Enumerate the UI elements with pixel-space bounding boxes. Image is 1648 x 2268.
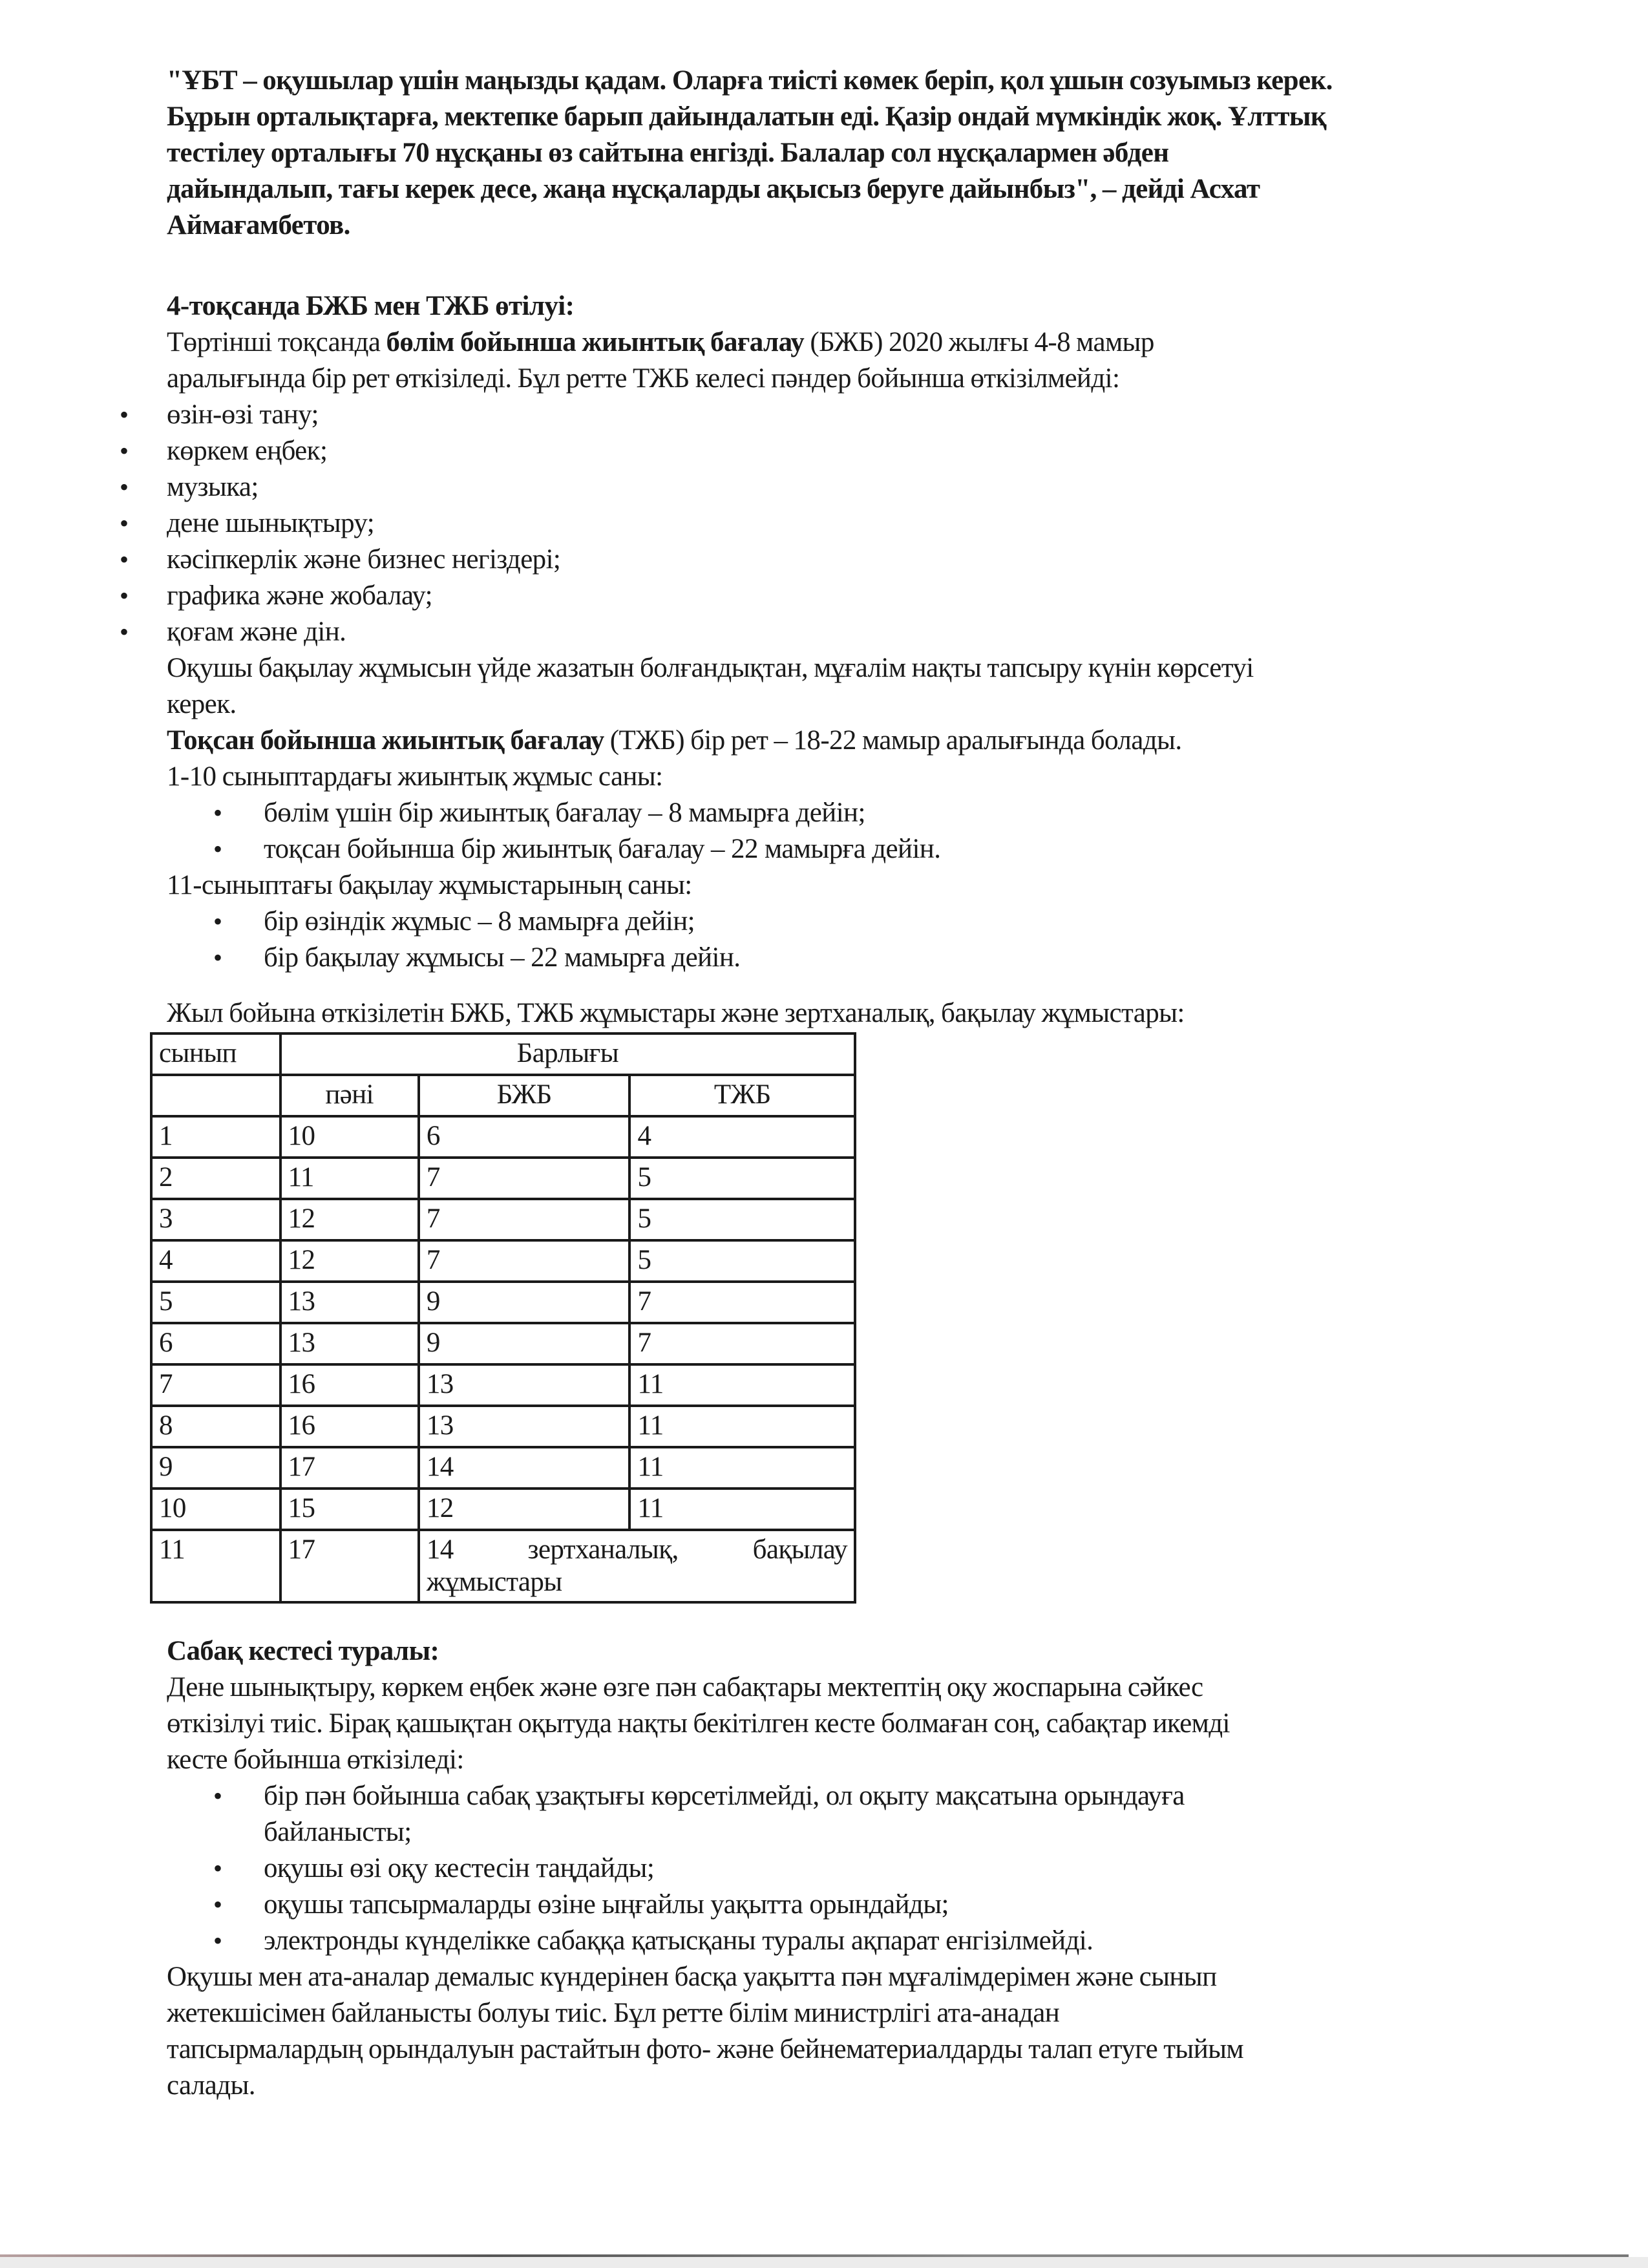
bullet-icon: • [213, 907, 223, 936]
cell-tjb: 7 [629, 1282, 855, 1323]
cell-subjects: 17 [280, 1530, 419, 1602]
cell-bjb: 13 [419, 1406, 630, 1447]
grade-11-label: 11-сыныптағы бақылау жұмыстарының саны: [167, 870, 692, 900]
cell-grade: 5 [151, 1282, 280, 1323]
cell-grade: 2 [151, 1158, 280, 1199]
cell-tjb: 11 [629, 1489, 855, 1530]
bullet-icon: • [213, 798, 223, 827]
cell-tjb: 5 [629, 1199, 855, 1240]
cell-bjb: 7 [419, 1199, 630, 1240]
homework-note-line1: Оқушы бақылау жұмысын үйде жазатын болғандықтан, мұғалім нақты тапсыру күнін көрсетуі [167, 653, 1254, 683]
q4-paragraph-line1 [167, 324, 1530, 361]
cell-subjects: 16 [280, 1406, 419, 1447]
cell-tjb: 11 [629, 1406, 855, 1447]
cell-bjb: 7 [419, 1240, 630, 1282]
intro-line: тестілеу орталығы 70 нұсқаны өз сайтына енгізді. Балалар сол нұсқалармен әбден [167, 138, 1169, 168]
list-item-line: байланысты; [264, 1817, 412, 1847]
intro-line: "ҰБТ – оқушылар үшін маңызды қадам. Оларға тиісті көмек беріп, қол ұшын созуымыз керек. [167, 65, 1333, 96]
paragraph-line: салады. [167, 2070, 255, 2101]
section-heading-q4: 4-тоқсанда БЖБ мен ТЖБ өтілуі: [167, 291, 575, 321]
table-row [151, 1406, 855, 1447]
header-cell-empty [151, 1075, 280, 1116]
scan-bottom-margin [0, 2257, 1648, 2268]
cell-tjb: 4 [629, 1116, 855, 1158]
intro-line: Бұрын орталықтарға, мектепке барып дайындалатын еді. Қазір ондай мүмкіндік жоқ. Ұлттық [167, 101, 1326, 132]
bullet-icon: • [213, 834, 223, 864]
cell-subjects: 12 [280, 1199, 419, 1240]
schedule-paragraph [167, 1669, 1530, 1778]
homework-note-line2: керек. [167, 689, 237, 719]
text-span: Төртінші тоқсанда [167, 327, 386, 357]
table-row [151, 1447, 855, 1489]
cell-tjb: 7 [629, 1323, 855, 1364]
assessment-summary-table [150, 1032, 856, 1604]
cell-tjb: 5 [629, 1158, 855, 1199]
bullet-icon: • [213, 1854, 223, 1883]
list-item: графика және жобалау; [167, 580, 432, 611]
table-row [151, 1489, 855, 1530]
list-item [264, 1778, 1524, 1850]
table-row [151, 1116, 855, 1158]
bold-term: Тоқсан бойынша жиынтық бағалау [167, 725, 604, 756]
table-row [151, 1199, 855, 1240]
list-item: оқушы тапсырмаларды өзіне ыңғайлы уақытта орындайды; [264, 1889, 949, 1920]
list-item: тоқсан бойынша бір жиынтық бағалау – 22 мамырға дейін. [264, 834, 941, 864]
bullet-icon: • [120, 509, 129, 538]
paragraph-line: Дене шынықтыру, көркем еңбек және өзге пән сабақтары мектептің оқу жоспарына сәйкес [167, 1672, 1203, 1702]
list-item: қоғам және дін. [167, 617, 346, 647]
cell-subjects: 12 [280, 1240, 419, 1282]
cell-grade: 4 [151, 1240, 280, 1282]
table-row [151, 1323, 855, 1364]
header-cell-subjects: пәні [280, 1075, 419, 1116]
cell-bjb: 9 [419, 1282, 630, 1323]
cell-lab-control-note: 14 зертханалық, бақылау жұмыстары [419, 1530, 855, 1602]
paragraph-line: өткізілуі тиіс. Бірақ қашықтан оқытуда нақты бекітілген кесте болмаған соң, сабақтар икемді [167, 1708, 1230, 1739]
intro-line: дайындалып, тағы керек десе, жаңа нұсқаларды ақысыз беруге дайынбыз", – дейді Асхат [167, 174, 1260, 204]
table-subheader-row [151, 1075, 855, 1116]
list-item: оқушы өзі оқу кестесін таңдайды; [264, 1853, 655, 1883]
tjb-line [167, 723, 1530, 759]
list-item-line: бір пән бойынша сабақ ұзақтығы көрсетілмейді, ол оқыту мақсатына орындауға [264, 1781, 1185, 1811]
list-item: бөлім үшін бір жиынтық бағалау – 8 мамырға дейін; [264, 798, 865, 828]
cell-grade: 1 [151, 1116, 280, 1158]
table-row-grade-11 [151, 1530, 855, 1602]
cell-bjb: 13 [419, 1364, 630, 1406]
list-item: бір өзіндік жұмыс – 8 мамырға дейін; [264, 906, 695, 937]
table-row [151, 1240, 855, 1282]
cell-grade: 8 [151, 1406, 280, 1447]
cell-subjects: 13 [280, 1282, 419, 1323]
text-span: (БЖБ) 2020 жылғы 4-8 мамыр [804, 327, 1154, 357]
paragraph-line: кесте бойынша өткізіледі: [167, 1744, 464, 1775]
list-item: бір бақылау жұмысы – 22 мамырға дейін. [264, 942, 741, 973]
cell-bjb: 7 [419, 1158, 630, 1199]
list-item: дене шынықтыру; [167, 508, 375, 538]
header-cell-total: Барлығы [280, 1033, 855, 1075]
cell-grade: 10 [151, 1489, 280, 1530]
bullet-icon: • [120, 436, 129, 465]
table-row [151, 1364, 855, 1406]
bullet-icon: • [120, 581, 129, 610]
cell-grade: 9 [151, 1447, 280, 1489]
cell-bjb: 12 [419, 1489, 630, 1530]
header-cell-tjb: ТЖБ [629, 1075, 855, 1116]
closing-paragraph [167, 1959, 1530, 2104]
bullet-icon: • [120, 472, 129, 502]
bullet-icon: • [213, 1926, 223, 1955]
cell-bjb: 14 [419, 1447, 630, 1489]
cell-tjb: 11 [629, 1447, 855, 1489]
paragraph-line: Оқушы мен ата-аналар демалыс күндерінен басқа уақытта пән мұғалімдерімен және сынып [167, 1962, 1217, 1992]
table-caption: Жыл бойына өткізілетін БЖБ, ТЖБ жұмыстары және зертханалық, бақылау жұмыстары: [167, 998, 1185, 1028]
bullet-icon: • [213, 1781, 223, 1810]
header-cell-bjb: БЖБ [419, 1075, 630, 1116]
cell-subjects: 17 [280, 1447, 419, 1489]
intro-quote [167, 63, 1530, 244]
list-item: өзін-өзі тану; [167, 399, 319, 430]
table-row [151, 1158, 855, 1199]
cell-tjb: 11 [629, 1364, 855, 1406]
cell-subjects: 10 [280, 1116, 419, 1158]
text-span: (ТЖБ) бір рет – 18-22 мамыр аралығында болады. [604, 725, 1182, 756]
list-item: кәсіпкерлік және бизнес негіздері; [167, 544, 561, 575]
bullet-icon: • [120, 617, 129, 646]
paragraph-line: тапсырмалардың орындалуын растайтын фото- және бейнематериалдарды талап етуге тыйым [167, 2034, 1244, 2064]
cell-grade: 11 [151, 1530, 280, 1602]
intro-line: Аймағамбетов. [167, 210, 350, 240]
list-item: электронды күнделікке сабаққа қатысқаны туралы ақпарат енгізілмейді. [264, 1925, 1093, 1956]
bullet-icon: • [120, 545, 129, 574]
bold-term: бөлім бойынша жиынтық бағалау [386, 327, 805, 357]
cell-bjb: 9 [419, 1323, 630, 1364]
q4-paragraph-line2: аралығында бір рет өткізіледі. Бұл ретте ТЖБ келесі пәндер бойынша өткізілмейді: [167, 363, 1120, 394]
header-cell-grade: сынып [151, 1033, 280, 1075]
paragraph-line: жетекшісімен байланысты болуы тиіс. Бұл ретте білім министрлігі ата-анадан [167, 1998, 1060, 2028]
list-item: көркем еңбек; [167, 436, 328, 466]
cell-bjb: 6 [419, 1116, 630, 1158]
grades-1-10-label: 1-10 сыныптардағы жиынтық жұмыс саны: [167, 761, 663, 792]
table-header-row [151, 1033, 855, 1075]
cell-subjects: 16 [280, 1364, 419, 1406]
cell-subjects: 11 [280, 1158, 419, 1199]
bullet-icon: • [213, 943, 223, 972]
list-item: музыка; [167, 472, 259, 502]
bullet-icon: • [213, 1890, 223, 1919]
cell-grade: 6 [151, 1323, 280, 1364]
cell-grade: 7 [151, 1364, 280, 1406]
cell-tjb: 5 [629, 1240, 855, 1282]
cell-subjects: 15 [280, 1489, 419, 1530]
cell-subjects: 13 [280, 1323, 419, 1364]
bullet-icon: • [120, 400, 129, 429]
section-heading-schedule: Сабақ кестесі туралы: [167, 1636, 439, 1666]
table-row [151, 1282, 855, 1323]
cell-grade: 3 [151, 1199, 280, 1240]
